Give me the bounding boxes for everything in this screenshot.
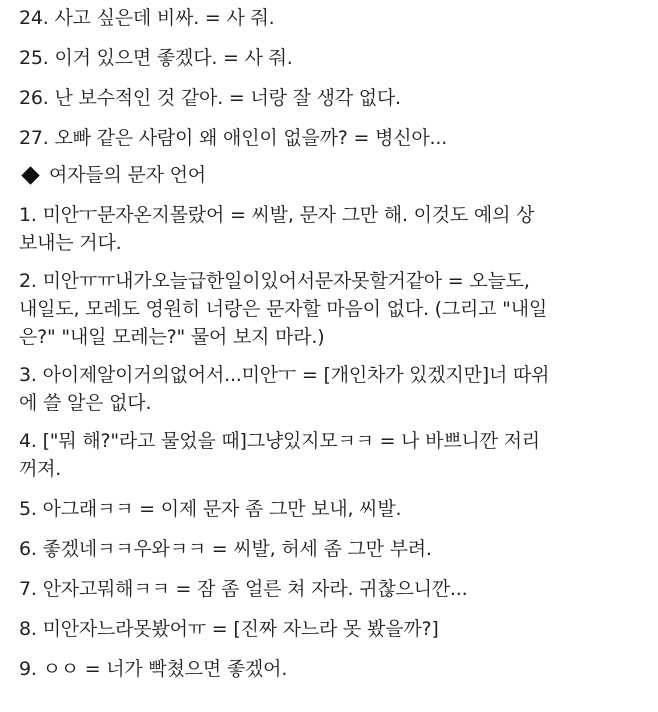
text-line: 8. 미안자느라못봤어ㅠ = [진짜 자느라 못 봤을까?] — [19, 618, 439, 640]
text-line: 26. 난 보수적인 것 같아. = 너랑 잘 생각 없다. — [19, 87, 401, 109]
text-line: 3. 아이제알이거의없어서...미안ㅜ = [개인차가 있겠지만]너 따위 — [19, 364, 550, 386]
section-heading-text: 여자들의 문자 언어 — [49, 164, 206, 186]
diamond-bullet-icon — [21, 166, 39, 184]
text-line: 9. ㅇㅇ = 너가 빡쳤으면 좋겠어. — [19, 658, 288, 680]
text-line: 5. 아그래ㅋㅋ = 이제 문자 좀 그만 보내, 씨발. — [19, 498, 402, 520]
text-line: 2. 미안ㅠㅠ내가오늘급한일이있어서문자못할거같아 = 오늘도, — [19, 270, 530, 292]
text-line: 은?" "내일 모레는?" 물어 보지 마라.) — [19, 326, 325, 348]
text-line: 4. ["뭐 해?"라고 물었을 때]그냥있지모ㅋㅋ = 나 바쁘니깐 저리 — [19, 430, 540, 452]
text-line: 에 쓸 알은 없다. — [19, 392, 152, 414]
text-line: 내일도, 모레도 영원히 너랑은 문자할 마음이 없다. (그리고 "내일 — [19, 298, 547, 320]
text-line: 24. 사고 싶은데 비싸. = 사 줘. — [19, 7, 275, 29]
text-line: 25. 이거 있으면 좋겠다. = 사 줘. — [19, 47, 293, 69]
text-line: 6. 좋겠네ㅋㅋ우와ㅋㅋ = 씨발, 허세 좀 그만 부려. — [19, 538, 432, 560]
section-heading — [19, 161, 648, 189]
text-line: 꺼져. — [19, 458, 62, 480]
text-line: 보내는 거다. — [19, 232, 122, 254]
text-line: 1. 미안ㅜ문자온지몰랐어 = 씨발, 문자 그만 해. 이것도 예의 상 — [19, 204, 535, 226]
text-line: 27. 오빠 같은 사람이 왜 애인이 없을까? = 병신아... — [19, 127, 448, 149]
text-line: 7. 안자고뭐해ㅋㅋ = 잠 좀 얼른 쳐 자라. 귀찮으니깐... — [19, 578, 468, 600]
